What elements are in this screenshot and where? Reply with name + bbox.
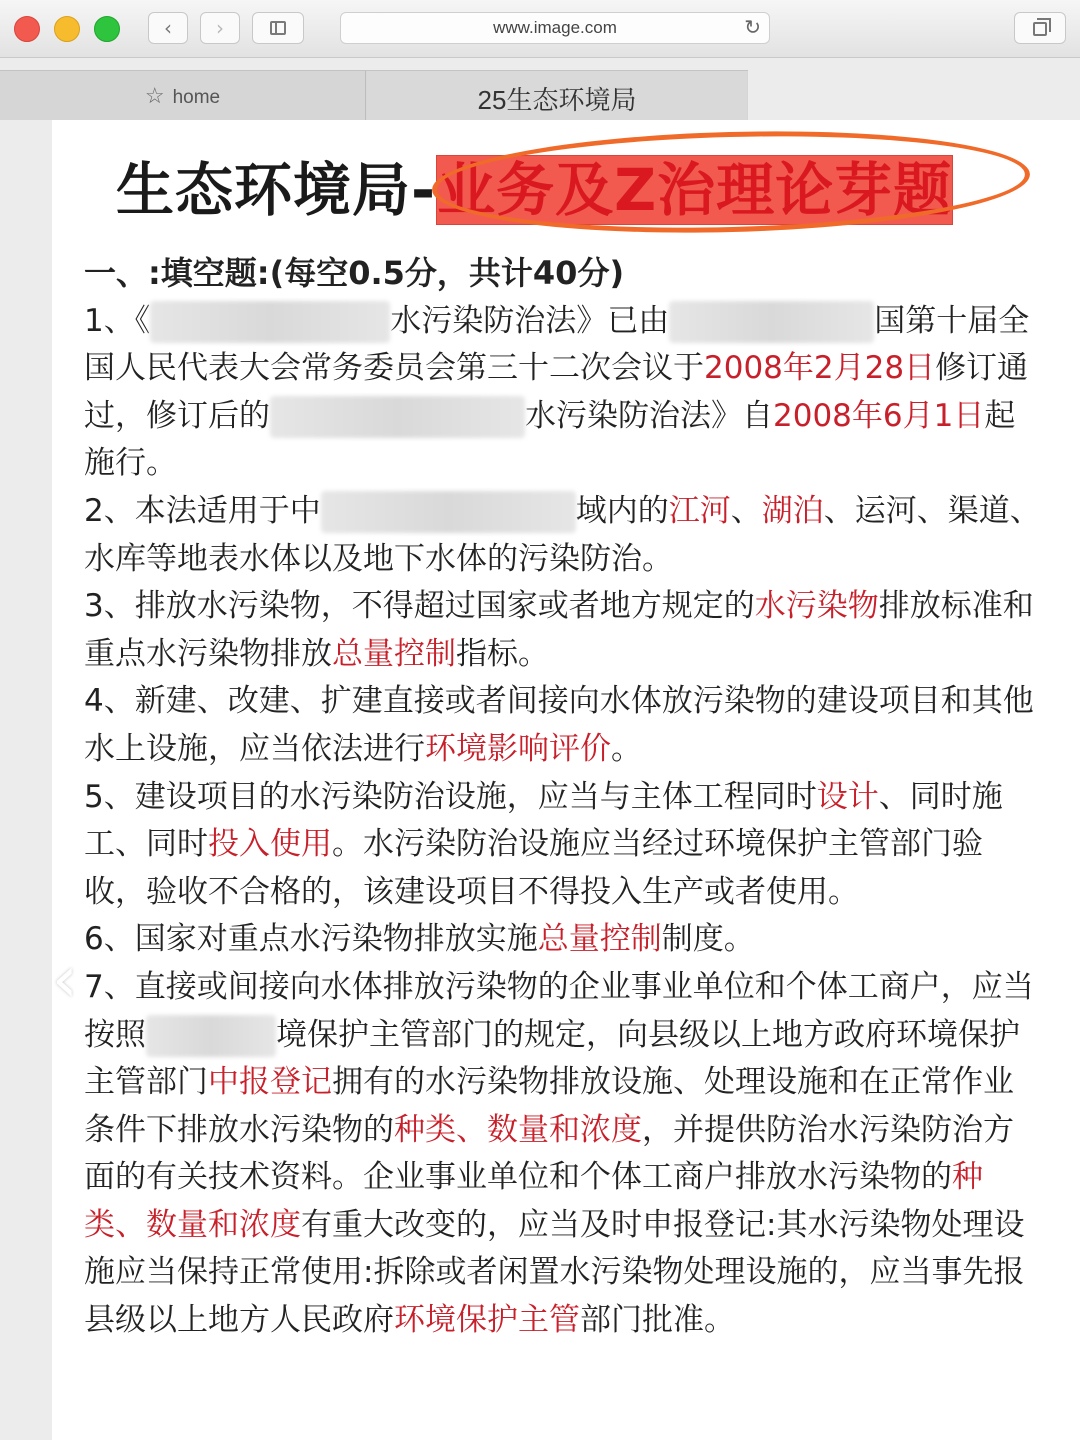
chevron-left-icon[interactable]: ‹ [52, 943, 78, 1017]
text-span: 总量控制 [332, 635, 456, 672]
title-black: 生态环境局- [116, 156, 437, 224]
text-span: 2、本法适用于中 [84, 492, 321, 529]
chevron-right-icon: › [216, 16, 224, 40]
question-7 [84, 964, 1044, 1345]
question-1 [84, 298, 1044, 488]
text-span: 种类、数量和浓度 [84, 1159, 983, 1243]
text-span: 2008年2月28日 [704, 350, 936, 387]
tab-home-label: home [172, 87, 221, 108]
text-span: ，并提供防治水污染防治方面的有关技术资料。企业事业单位和个体工商户排放水污染物的 [84, 1111, 1014, 1196]
text-span: 、 [730, 492, 762, 529]
text-span: 湖泊 [761, 492, 824, 529]
browser-titlebar [0, 0, 1080, 58]
text-span: 排放标准和重点水污染物排放 [84, 588, 1034, 672]
forward-button[interactable] [200, 12, 240, 44]
text-span: 指标。 [456, 635, 549, 672]
text-span: 6、国家对重点水污染物排放实施 [84, 921, 538, 958]
text-span: 中报登记 [208, 1064, 332, 1101]
text-span: 。 [611, 730, 642, 767]
question-6 [84, 916, 1044, 964]
question-2 [84, 488, 1044, 583]
text-span: 拥有的水污染物排放设施、处理设施和在正常作业条件下排放水污染物的 [84, 1064, 1014, 1148]
text-span: 种类、数量和浓度 [394, 1111, 642, 1148]
text-span: 水污染物 [754, 588, 879, 625]
question-list [84, 250, 1044, 1345]
star-icon: ☆ [144, 83, 165, 108]
reload-icon[interactable]: ↻ [744, 17, 761, 39]
sidebar-toggle-button[interactable] [252, 12, 304, 44]
question-3 [84, 583, 1044, 678]
text-span: 起施行。 [84, 397, 1016, 482]
text-span: 制度。 [661, 921, 755, 958]
text-span: 有重大改变的，应当及时申报登记:其水污染物处理设施应当保持正常使用:拆除或者闲置水污染物处理设施的，应当事先报县级以上地方人民政府 [84, 1206, 1025, 1339]
back-button[interactable] [148, 12, 188, 44]
tab-active[interactable] [367, 71, 747, 121]
text-span: 设计 [816, 778, 879, 815]
text-span: 投入使用 [208, 826, 332, 863]
text-span: 4、新建、改建、扩建直接或者间接向水体放污染物的建设项目和其他水上设施，应当依法进行 [84, 683, 1034, 767]
tab-strip [0, 70, 748, 120]
text-span: 环境影响评价 [425, 730, 611, 767]
text-span: 部门批准。 [580, 1302, 735, 1339]
text-span: 。水污染防治设施应当经过环境保护主管部门验收，验收不合格的，该建设项目不得投入生产或者使用。 [84, 826, 983, 910]
address-bar[interactable] [340, 12, 770, 44]
blurred-text [321, 491, 576, 533]
text-span: 、运河、渠道、水库等地表水体以及地下水体的污染防治。 [84, 492, 1041, 577]
url-text: www.image.com [493, 18, 617, 37]
text-span: 境保护主管部门的规定，向县级以上地方政府环境保护主管部门 [84, 1016, 1020, 1101]
text-span: 5、建设项目的水污染防治设施，应当与主体工程同时 [84, 778, 817, 815]
text-span: 7、直接或间接向水体排放污染物的企业事业单位和个体工商户，应当按照 [84, 968, 1034, 1053]
text-span: 3、排放水污染物，不得超过国家或者地方规定的 [84, 588, 755, 625]
minimize-window-button[interactable] [54, 16, 80, 42]
text-span: 水污染防治法》自 [525, 397, 773, 434]
tabs-icon [1033, 22, 1047, 36]
tab-active-label: 25生态环境局 [477, 85, 637, 115]
text-span: 修订通过，修订后的 [84, 350, 1029, 434]
blurred-text [150, 301, 390, 343]
tab-home[interactable] [0, 71, 366, 121]
question-4 [84, 678, 1044, 773]
text-span: 1、《 [84, 302, 151, 339]
document-page [52, 120, 1080, 1440]
text-span: 、同时施工、同时 [84, 778, 1003, 863]
zoom-window-button[interactable] [94, 16, 120, 42]
blurred-text [146, 1015, 276, 1057]
title-red: 业务及Z治理论芽题 [437, 156, 953, 224]
blurred-text [669, 301, 874, 343]
text-span: 国第十届全国人民代表大会常务委员会第三十二次会议于 [84, 302, 1030, 387]
text-span: 江河 [668, 492, 731, 529]
close-window-button[interactable] [14, 16, 40, 42]
text-span: 水污染防治法》已由 [390, 302, 670, 339]
text-span: 环境保护主管 [394, 1302, 580, 1339]
blurred-text [270, 396, 525, 438]
sidebar-icon [270, 21, 286, 35]
show-tabs-button[interactable] [1014, 12, 1066, 44]
chevron-left-icon: ‹ [164, 16, 172, 40]
text-span: 2008年6月1日 [773, 397, 985, 434]
question-5 [84, 774, 1044, 917]
text-span: 域内的 [575, 492, 669, 529]
text-span: 总量控制 [537, 921, 662, 958]
section-heading: 一、:填空题:(每空0.5分，共计40分) [84, 254, 625, 292]
